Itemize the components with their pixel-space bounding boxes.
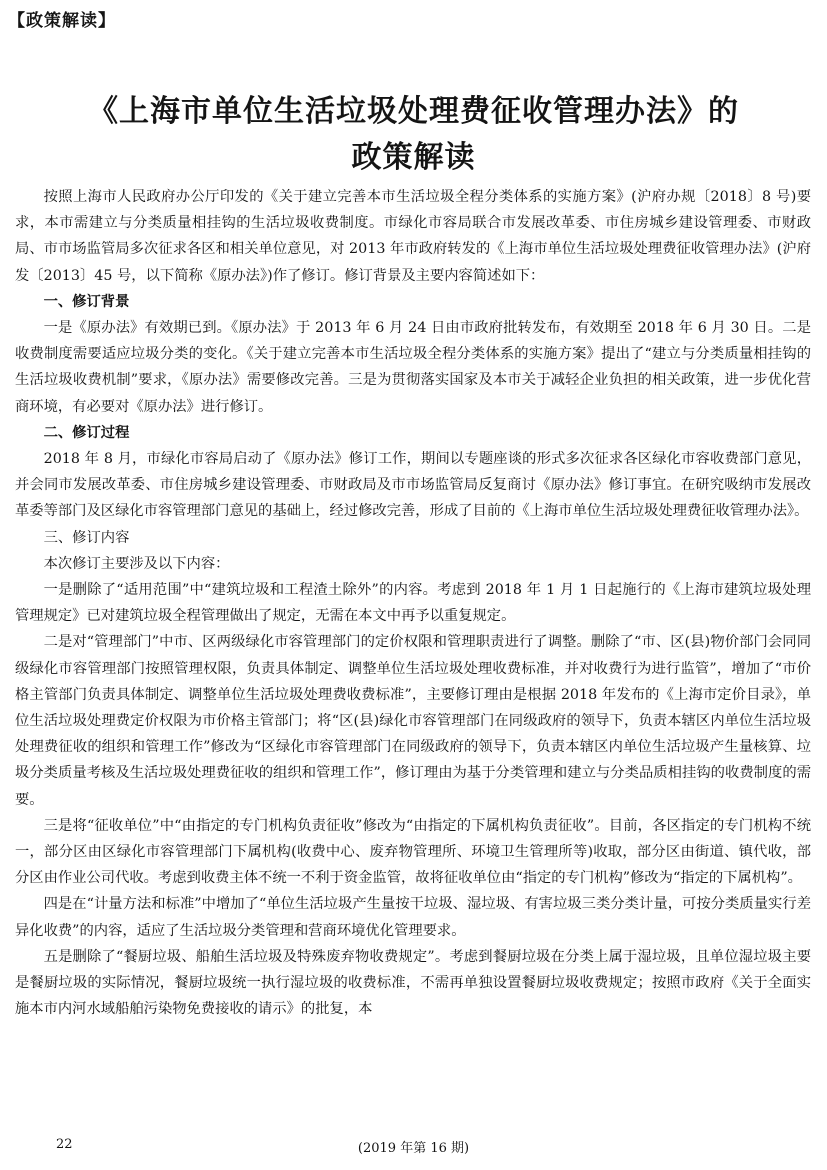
paragraph-background: 一是《原办法》有效期已到。《原办法》于 2013 年 6 月 24 日由市政府批转发布，有效期至 2018 年 6 月 30 日。二是收费制度需要适应垃圾分类的变化。《关于建立完善本市生活垃圾全程分类体系的实施方案》提出了“建立与分类质量相挂钩的生活垃圾收费机制”要求，《原办法》需要修改完善。三是为贯彻落实国家及本市关于减轻企业负担的相关政策，进一步优化营商环境，有必要对《原办法》进行修订。 [15,320,811,415]
page-number: 22 [56,1137,73,1152]
heading-background: 一、修订背景 [43,293,130,310]
paragraph-item-3: 三是将“征收单位”中“由指定的专门机构负责征收”修改为“由指定的下属机构负责征收”。目前，各区指定的专门机构不统一，部分区由区绿化市容管理部门下属机构(收费中心、废弃物管理所、环境卫生管理所等)收取，部分区由街道、镇代收，部分区由作业公司代收。考虑到收费主体不统一不利于资金监管，故将征收单位由“指定的专门机构”修改为“指定的下属机构”。 [15,817,811,887]
heading-content: 三、修订内容 [43,529,130,546]
document-title-line-2: 政策解读 [351,140,476,175]
paragraph-item-1: 一是删除了“适用范围”中“建筑垃圾和工程渣土除外”的内容。考虑到 2018 年 1 月 1 日起施行的《上海市建筑垃圾处理管理规定》已对建筑垃圾全程管理做出了规定，无需在本文中再予以重复规定。 [15,582,811,625]
document-title-line-1: 《上海市单位生活垃圾处理费征收管理办法》的 [88,94,739,129]
issue-label: (2019 年第 16 期) [357,1141,470,1156]
article-body [15,184,811,1023]
paragraph-item-2: 二是对“管理部门”中市、区两级绿化市容管理部门的定价权限和管理职责进行了调整。删除了“市、区(县)物价部门会同同级绿化市容管理部门按照管理权限，负责具体制定、调整单位生活垃圾处理收费标准，并对收费行为进行监管”，增加了“市价格主管部门负责具体制定、调整单位生活垃圾处理费收费标准”，主要修订理由是根据 2018 年发布的《上海市定价目录》，单位生活垃圾处理费定价权限为市价格主管部门；将“区(县)绿化市容管理部门在同级政府的领导下，负责本辖区内单位生活垃圾处理费征收的组织和管理工作”修改为“区绿化市容管理部门在同级政府的领导下，负责本辖区内单位生活垃圾产生量核算、垃圾分类质量考核及生活垃圾处理费征收的组织和管理工作”，修订理由为基于分类管理和建立与分类品质相挂钩的收费制度的需要。 [15,634,811,808]
paragraph-process: 2018 年 8 月，市绿化市容局启动了《原办法》修订工作，期间以专题座谈的形式多次征求各区绿化市容收费部门意见，并会同市发展改革委、市住房城乡建设管理委、市财政局及市市场监管局反复商讨《原办法》修订事宜。在研究吸纳市发展改革委等部门及区绿化市容管理部门意见的基础上，经过修改完善，形成了目前的《上海市单位生活垃圾处理费征收管理办法》。 [15,451,811,520]
heading-process: 二、修订过程 [43,424,130,441]
paragraph-item-5: 五是删除了“餐厨垃圾、船舶生活垃圾及特殊废弃物收费规定”。考虑到餐厨垃圾在分类上属于湿垃圾，且单位湿垃圾主要是餐厨垃圾的实际情况，餐厨垃圾统一执行湿垃圾的收费标准，不需再单独设置餐厨垃圾收费规定；按照市政府《关于全面实施本市内河水域船舶污染物免费接收的请示》的批复，本 [15,948,811,1018]
paragraph-intro: 按照上海市人民政府办公厅印发的《关于建立完善本市生活垃圾全程分类体系的实施方案》(沪府办规〔2018〕8 号)要求，本市需建立与分类质量相挂钩的生活垃圾收费制度。市绿化市容局联合市发展改革委、市住房城乡建设管理委、市财政局、市市场监管局多次征求各区和相关单位意见，对 2013 年市政府转发的《上海市单位生活垃圾处理费征收管理办法》(沪府发〔2013〕45 号，以下简称《原办法》)作了修订。修订背景及主要内容简述如下： [15,189,811,284]
section-tag: 【政策解读】 [8,11,116,31]
paragraph-item-4: 四是在“计量方法和标准”中增加了“单位生活垃圾产生量按干垃圾、湿垃圾、有害垃圾三类分类计量，可按分类质量实行差异化收费”的内容，适应了生活垃圾分类管理和营商环境优化管理要求。 [15,896,811,939]
paragraph-content-intro: 本次修订主要涉及以下内容： [43,555,230,572]
